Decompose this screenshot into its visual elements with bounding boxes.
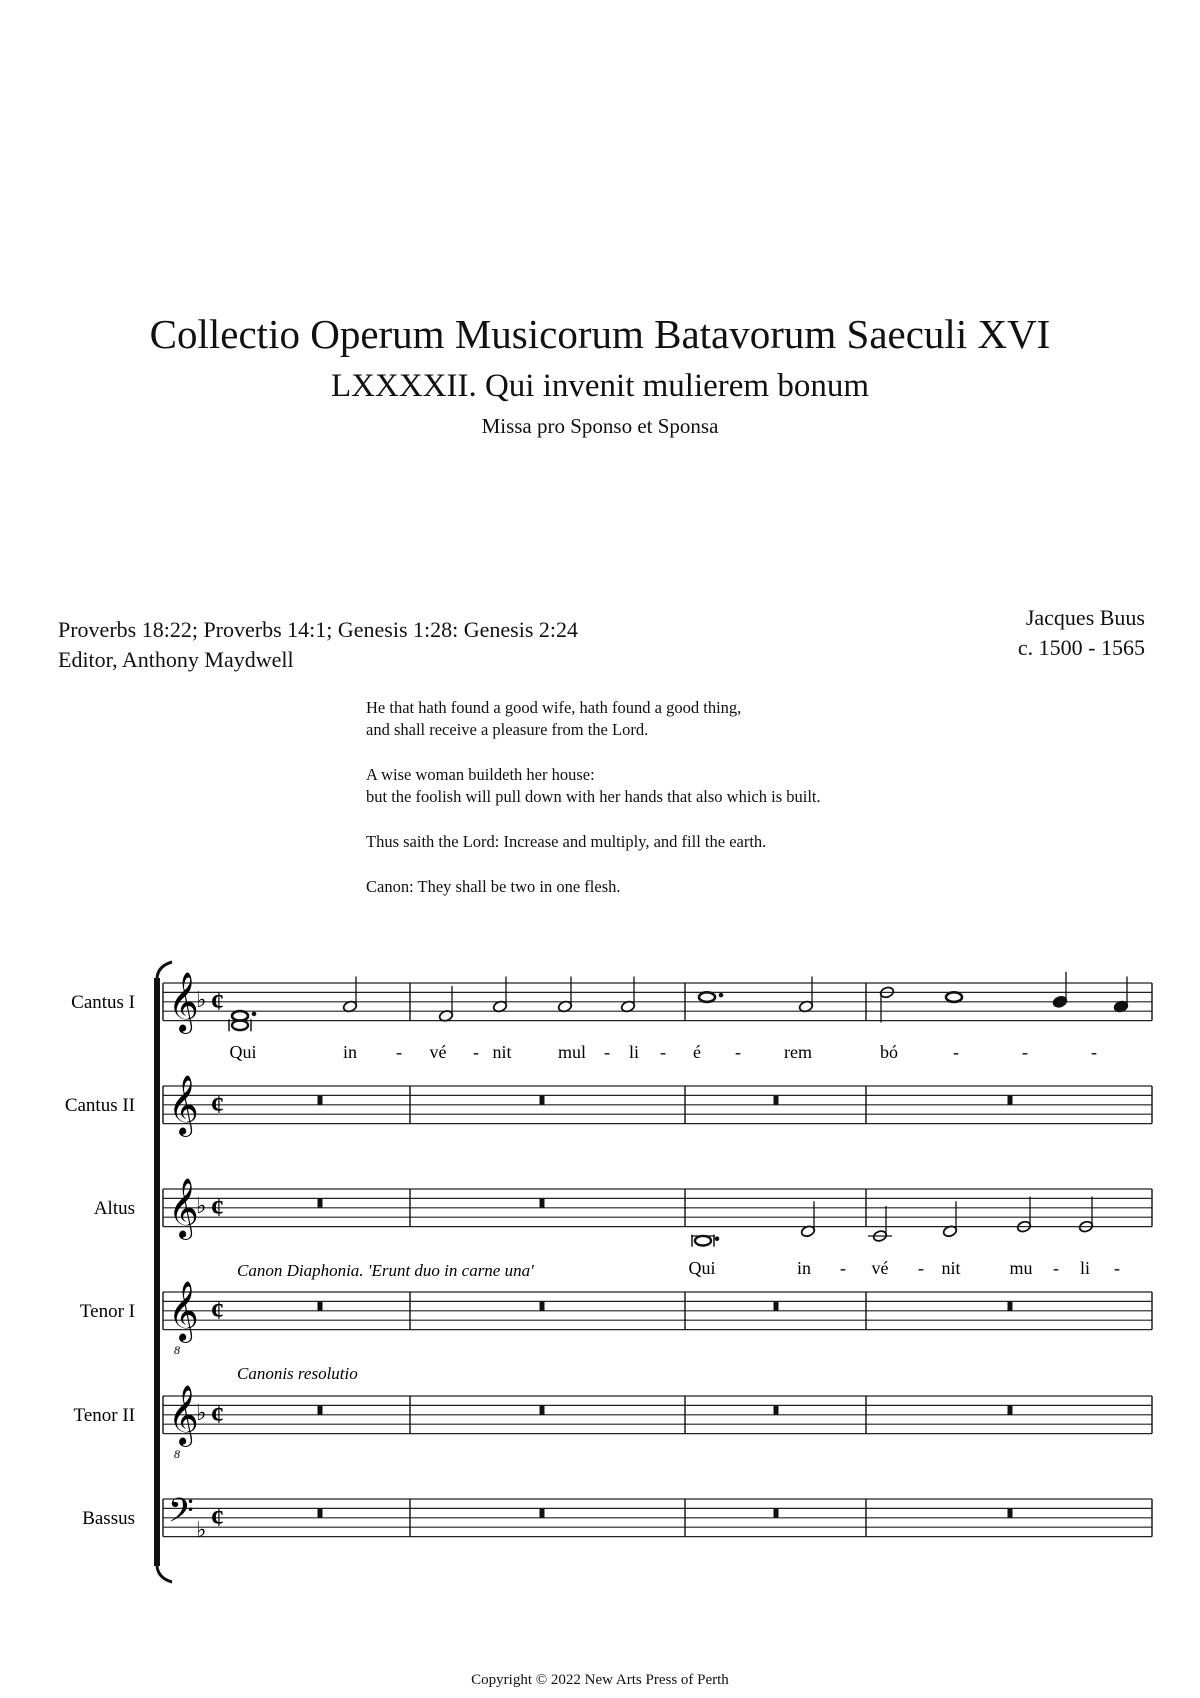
lyric-syllable: mu <box>1009 1258 1033 1278</box>
lyric-hyphen: - <box>1022 1042 1028 1062</box>
augmentation-dot <box>252 1012 257 1017</box>
verse-line: He that hath found a good wife, hath found a good thing, <box>366 698 742 717</box>
lyric-syllable: Qui <box>229 1042 257 1062</box>
lyric-hyphen: - <box>918 1258 924 1278</box>
lyric-hyphen: - <box>953 1042 959 1062</box>
breve-rest <box>540 1198 545 1207</box>
lyric-syllable: nit <box>941 1258 961 1278</box>
canon-resolution: Canonis resolutio <box>237 1364 358 1383</box>
breve-note <box>695 1236 711 1246</box>
verse-line: and shall receive a pleasure from the Lord. <box>366 720 649 739</box>
breve-rest <box>540 1508 545 1517</box>
part-label-tenor-1: Tenor I <box>79 1301 135 1322</box>
whole-note <box>232 1011 248 1021</box>
lyric-syllable: vé <box>871 1258 889 1278</box>
lyric-hyphen: - <box>735 1042 741 1062</box>
lyric-syllable: in <box>342 1042 358 1062</box>
treble-clef: 𝄞 <box>168 974 199 1031</box>
breve-rest <box>1008 1508 1013 1517</box>
lyric-syllable: nit <box>492 1042 512 1062</box>
breve-rest <box>318 1508 323 1517</box>
breve-rest <box>540 1405 545 1414</box>
time-signature: ¢ <box>211 1295 224 1325</box>
verse-line: Thus saith the Lord: Increase and multiply, and fill the earth. <box>366 832 767 851</box>
lyric-syllable: rem <box>784 1042 812 1062</box>
part-label-altus: Altus <box>93 1198 135 1219</box>
work-subtitle: Missa pro Sponso et Sponsa <box>481 414 719 438</box>
lyric-hyphen: - <box>1091 1042 1097 1062</box>
copyright-footer: Copyright © 2022 New Arts Press of Perth <box>471 1672 729 1688</box>
breve-rest <box>774 1095 779 1104</box>
source-texts: Proverbs 18:22; Proverbs 14:1; Genesis 1:28: Genesis 2:24 <box>58 617 579 642</box>
lyric-hyphen: - <box>660 1042 666 1062</box>
flat-key-signature: ♭ <box>196 1516 207 1542</box>
composer-name: Jacques Buus <box>1025 605 1145 630</box>
lyric-hyphen: - <box>1114 1258 1120 1278</box>
lyric-hyphen: - <box>396 1042 402 1062</box>
time-signature: ¢ <box>211 1399 224 1429</box>
part-label-tenor-2: Tenor II <box>73 1405 135 1426</box>
part-label-cantus-1: Cantus I <box>71 992 135 1013</box>
lyric-syllable: in <box>796 1258 812 1278</box>
flat-key-signature: ♭ <box>196 1192 207 1218</box>
verse-line: A wise woman buildeth her house: <box>366 765 595 784</box>
system-bracket <box>154 978 160 1566</box>
bracket-hook-bottom <box>157 1566 172 1582</box>
lyric-hyphen: - <box>473 1042 479 1062</box>
lyric-syllable: bó <box>880 1042 898 1062</box>
whole-note <box>946 992 962 1002</box>
verse-line: but the foolish will pull down with her hands that also which is built. <box>366 787 821 806</box>
breve-rest <box>1008 1301 1013 1310</box>
lyric-syllable: mul <box>557 1042 587 1062</box>
lyric-syllable: vé <box>429 1042 447 1062</box>
treble-clef: 𝄞 <box>168 1387 199 1444</box>
verse-line: Canon: They shall be two in one flesh. <box>366 877 621 896</box>
octave-marker: 8 <box>174 1447 180 1461</box>
lyric-syllable: li <box>628 1042 640 1062</box>
time-signature: ¢ <box>211 1502 224 1532</box>
lyric-hyphen: - <box>1053 1258 1059 1278</box>
breve-rest <box>540 1301 545 1310</box>
breve-rest <box>774 1508 779 1517</box>
breve-rest <box>1008 1405 1013 1414</box>
breve-rest <box>774 1301 779 1310</box>
bass-clef: 𝄢 <box>168 1492 194 1537</box>
flat-key-signature: ♭ <box>196 1399 207 1425</box>
editor-credit: Editor, Anthony Maydwell <box>58 647 294 672</box>
augmentation-dot <box>719 993 724 998</box>
whole-note <box>699 992 715 1002</box>
part-label-bassus: Bassus <box>82 1508 135 1529</box>
augmentation-dot <box>715 1236 720 1241</box>
time-signature: ¢ <box>211 986 224 1016</box>
treble-clef: 𝄞 <box>168 1077 199 1134</box>
time-signature: ¢ <box>211 1089 224 1119</box>
lyric-hyphen: - <box>604 1042 610 1062</box>
collection-title: Collectio Operum Musicorum Batavorum Saeculi XVI <box>149 311 1051 357</box>
treble-clef: 𝄞 <box>168 1283 199 1340</box>
breve-rest <box>318 1198 323 1207</box>
lyric-syllable: é <box>693 1042 701 1062</box>
canon-instruction: Canon Diaphonia. 'Erunt duo in carne una' <box>237 1261 534 1280</box>
work-title: LXXXXII. Qui invenit mulierem bonum <box>331 368 869 404</box>
lyric-syllable: Qui <box>688 1258 716 1278</box>
octave-marker: 8 <box>174 1343 180 1357</box>
flat-key-signature: ♭ <box>196 986 207 1012</box>
breve-rest <box>318 1095 323 1104</box>
time-signature: ¢ <box>211 1192 224 1222</box>
breve-rest <box>1008 1095 1013 1104</box>
breve-rest <box>318 1301 323 1310</box>
composer-dates: c. 1500 - 1565 <box>1017 635 1145 660</box>
lyric-syllable: li <box>1079 1258 1091 1278</box>
part-label-cantus-2: Cantus II <box>64 1095 135 1116</box>
treble-clef: 𝄞 <box>168 1180 199 1237</box>
breve-rest <box>540 1095 545 1104</box>
lyric-hyphen: - <box>840 1258 846 1278</box>
breve-rest <box>318 1405 323 1414</box>
breve-rest <box>774 1405 779 1414</box>
